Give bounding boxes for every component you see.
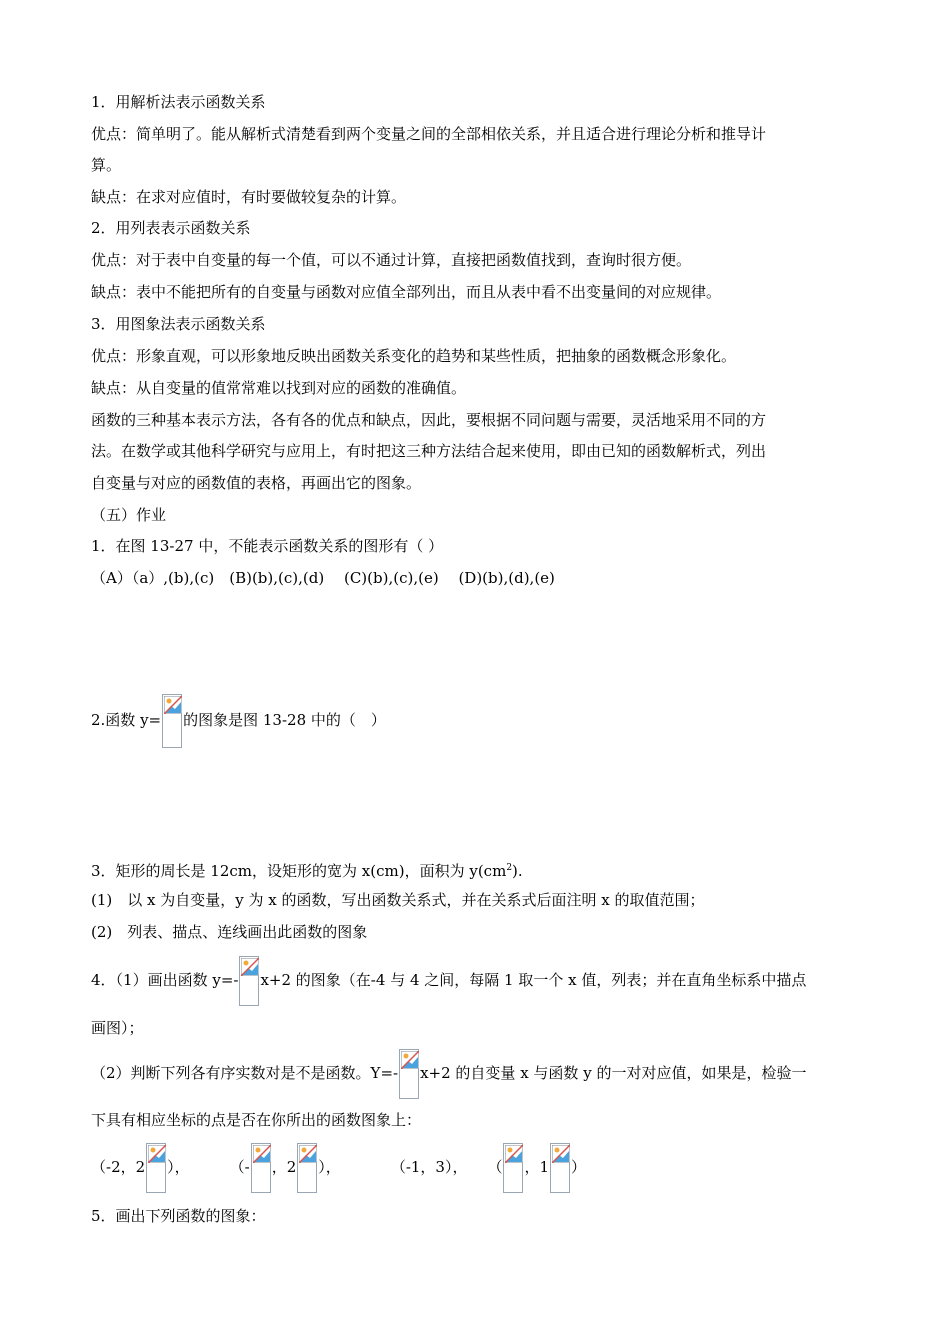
question-1-options: （A）（a）,(b),(c) (B)(b),(c),(d) (C)(b),(c),(e) (D)(b),(d),(e) <box>91 569 555 587</box>
broken-image-icon <box>251 1143 271 1193</box>
pair-4-mid: ，1 <box>524 1158 550 1176</box>
question-4-line2: 画图）； <box>91 1019 144 1037</box>
question-2 <box>91 693 386 748</box>
section3-pros: 优点：形象直观，可以形象地反映出函数关系变化的趋势和某些性质，把抽象的函数概念形象化。 <box>91 347 737 365</box>
broken-image-icon <box>399 1049 419 1099</box>
pair-2-suffix: ）， <box>318 1158 341 1176</box>
question-2-prefix: 2.函数 y= <box>91 711 162 729</box>
question-3-text: 3．矩形的周长是 12cm，设矩形的宽为 x(cm)，面积为 y(cm <box>91 862 507 880</box>
section3-cons: 缺点：从自变量的值常常难以找到对应的函数的准确值。 <box>91 379 467 397</box>
broken-image-icon <box>162 694 182 748</box>
question-4-line1 <box>91 955 806 1006</box>
superscript: 2 <box>506 863 513 873</box>
question-4-sub2 <box>91 1048 806 1099</box>
broken-image-icon <box>146 1143 166 1193</box>
ordered-pairs <box>91 1142 586 1193</box>
question-4-suffix: x+2 的图象（在-4 与 4 之间，每隔 1 取一个 x 值，列表；并在直角坐标系中描点 <box>260 971 807 989</box>
pair-1-suffix: ）， <box>167 1158 190 1176</box>
question-2-suffix: 的图象是图 13-28 中的（ ） <box>183 711 386 729</box>
pair-4-suffix: ） <box>571 1158 587 1176</box>
broken-image-icon <box>550 1143 570 1193</box>
pair-1-prefix: （-2，2 <box>91 1158 146 1176</box>
question-3-sub1: (1) 以 x 为自变量，y 为 x 的函数，写出函数关系式，并在关系式后面注明 x 的取值范围； <box>91 891 705 909</box>
pair-3: （-1，3）， <box>390 1158 468 1176</box>
broken-image-icon <box>239 956 259 1006</box>
section2-pros: 优点：对于表中自变量的每一个值，可以不通过计算，直接把函数值找到，查询时很方便。 <box>91 251 692 269</box>
question-4-sub2-line2: 下具有相应坐标的点是否在你所出的函数图象上： <box>91 1111 422 1129</box>
summary-line1: 函数的三种基本表示方法，各有各的优点和缺点，因此，要根据不同问题与需要，灵活地采用不同的方 <box>91 411 767 429</box>
question-1: 1．在图 13-27 中，不能表示函数关系的图形有（ ） <box>91 537 444 555</box>
summary-line3: 自变量与对应的函数值的表格，再画出它的图象。 <box>91 474 422 492</box>
section1-cons: 缺点：在求对应值时，有时要做较复杂的计算。 <box>91 188 407 206</box>
section2-heading: 2．用列表表示函数关系 <box>91 219 251 237</box>
pair-4-prefix: （ <box>487 1158 503 1176</box>
homework-heading: （五）作业 <box>91 506 167 524</box>
pair-2-mid: ，2 <box>271 1158 297 1176</box>
question-4-sub2-prefix: （2）判断下列各有序实数对是不是函数。Y=- <box>91 1064 399 1082</box>
section3-heading: 3．用图象法表示函数关系 <box>91 315 266 333</box>
broken-image-icon <box>503 1143 523 1193</box>
question-4-prefix: 4．（1）画出函数 y=- <box>91 971 239 989</box>
question-3-sub2: (2) 列表、描点、连线画出此函数的图象 <box>91 923 368 941</box>
pair-2-prefix: （- <box>229 1158 250 1176</box>
question-3-line1 <box>91 858 523 881</box>
question-4-sub2-suffix: x+2 的自变量 x 与函数 y 的一对对应值，如果是，检验一 <box>420 1064 807 1082</box>
section2-cons: 缺点：表中不能把所有的自变量与函数对应值全部列出，而且从表中看不出变量间的对应规律。 <box>91 283 722 301</box>
section1-pros-line1: 优点：简单明了。能从解析式清楚看到两个变量之间的全部相依关系，并且适合进行理论分析和推导计 <box>91 125 767 143</box>
section1-pros-line2: 算。 <box>91 156 122 174</box>
question-5: 5．画出下列函数的图象： <box>91 1207 266 1225</box>
section1-heading: 1．用解析法表示函数关系 <box>91 93 266 111</box>
broken-image-icon <box>297 1143 317 1193</box>
question-3-end: ). <box>512 862 523 880</box>
summary-line2: 法。在数学或其他科学研究与应用上，有时把这三种方法结合起来使用，即由已知的函数解析式，列出 <box>91 442 767 460</box>
